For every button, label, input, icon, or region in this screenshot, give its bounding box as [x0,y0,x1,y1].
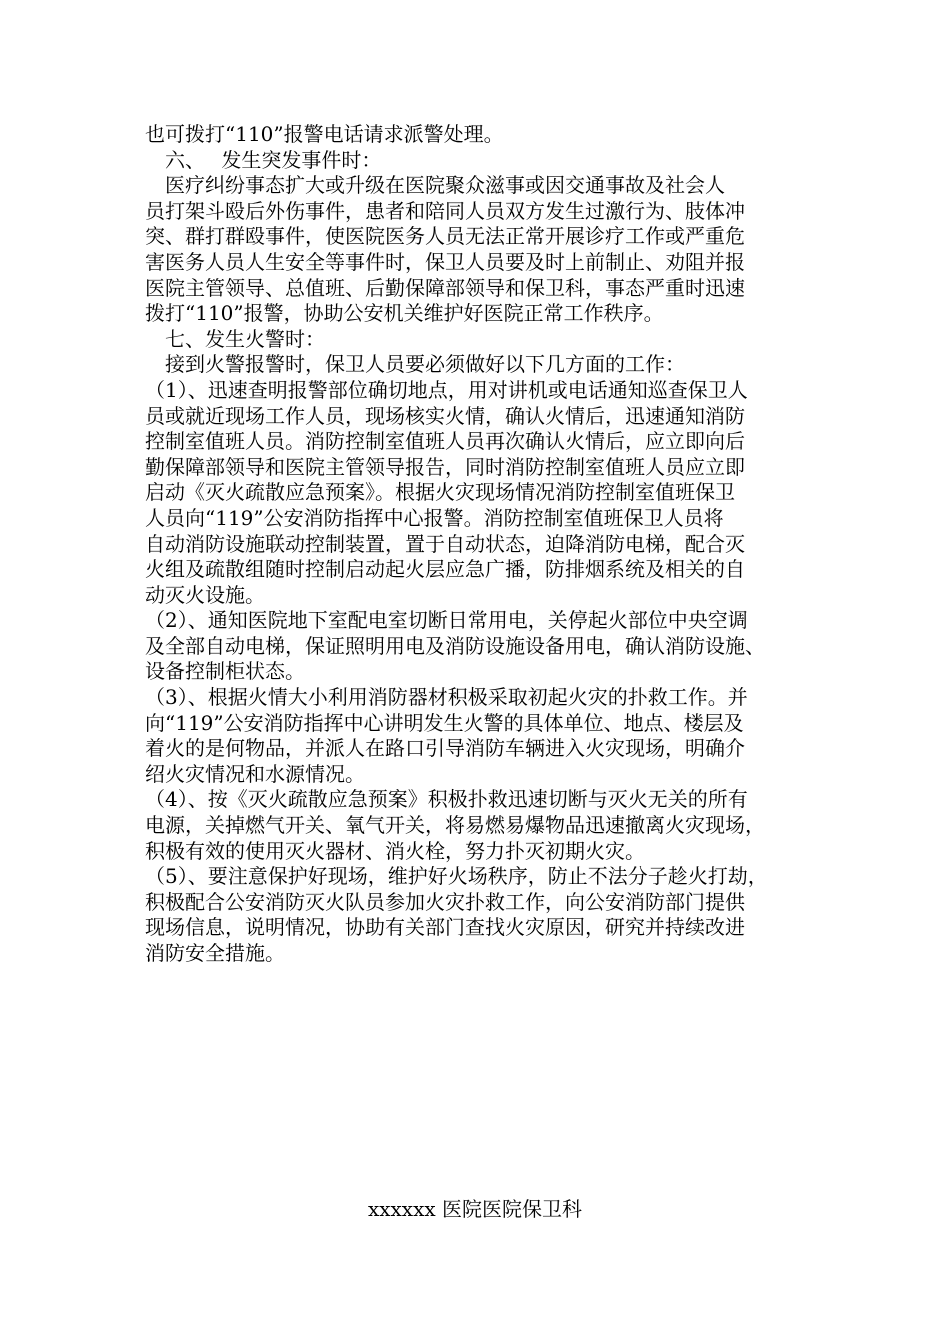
text-line: 控制室值班人员。消防控制室值班人员再次确认火情后，应立即向后 [145,429,745,454]
text-line: 拨打“110”报警，协助公安机关维护好医院正常工作秩序。 [145,301,664,326]
text-line: 人员向“119”公安消防指挥中心报警。消防控制室值班保卫人员将 [145,505,724,530]
text-line: 自动消防设施联动控制装置，置于自动状态，迫降消防电梯，配合灭 [145,531,745,556]
text-line: 动灭火设施。 [145,582,265,607]
text-line: 火组及疏散组随时控制启动起火层应急广播，防排烟系统及相关的自 [145,557,745,582]
text-line: 启动《灭火疏散应急预案》。根据火灾现场情况消防控制室值班保卫 [145,480,735,505]
text-line: 向“119”公安消防指挥中心讲明发生火警的具体单位、地点、楼层及 [145,710,744,735]
text-line: 医院主管领导、总值班、后勤保障部领导和保卫科，事态严重时迅速 [145,275,745,300]
text-line: 接到火警报警时，保卫人员要必须做好以下几方面的工作： [145,352,685,377]
text-line: 医疗纠纷事态扩大或升级在医院聚众滋事或因交通事故及社会人 [145,173,725,198]
list-item-5: （5）、要注意保护好现场，维护好火场秩序，防止不法分子趁火打劫， [145,864,768,889]
text-line: 现场信息，说明情况，协助有关部门查找火灾原因，研究并持续改进 [145,915,745,940]
text-line: 积极有效的使用灭火器材、消火栓，努力扑灭初期火灾。 [145,838,645,863]
text-line: 及全部自动电梯，保证照明用电及消防设施设备用电，确认消防设施、 [145,633,765,658]
section-heading-six: 六、 发生突发事件时： [145,147,382,172]
text-line: 着火的是何物品，并派人在路口引导消防车辆进入火灾现场，明确介 [145,736,745,761]
document-footer: xxxxxx 医院医院保卫科 [367,1197,583,1221]
list-item-1: （1）、迅速查明报警部位确切地点，用对讲机或电话通知巡查保卫人 [145,377,748,402]
text-line: 积极配合公安消防灭火队员参加火灾扑救工作，向公安消防部门提供 [145,889,745,914]
text-line: 绍火灾情况和水源情况。 [145,761,365,786]
list-item-4: （4）、按《灭火疏散应急预案》积极扑救迅速切断与灭火无关的所有 [145,787,748,812]
text-line: 电源，关掉燃气开关、氧气开关，将易燃易爆物品迅速撤离火灾现场， [145,813,765,838]
list-item-3: （3）、根据火情大小利用消防器材积极采取初起火灾的扑救工作。并 [145,685,748,710]
document-body [145,122,815,967]
section-heading-seven: 七、发生火警时： [145,326,325,351]
text-line: 设备控制柜状态。 [145,659,305,684]
text-line: 员或就近现场工作人员，现场核实火情，确认火情后，迅速通知消防 [145,403,745,428]
list-item-2: （2）、通知医院地下室配电室切断日常用电，关停起火部位中央空调 [145,608,748,633]
text-line: 也可拨打“110”报警电话请求派警处理。 [145,122,504,146]
text-line: 害医务人员人生安全等事件时，保卫人员要及时上前制止、劝阻并报 [145,249,745,274]
text-line: 员打架斗殴后外伤事件，患者和陪同人员双方发生过激行为、肢体冲 [145,198,745,223]
text-line: 突、群打群殴事件，使医院医务人员无法正常开展诊疗工作或严重危 [145,224,745,249]
text-line: 勤保障部领导和医院主管领导报告，同时消防控制室值班人员应立即 [145,454,745,479]
text-line: 消防安全措施。 [145,941,285,965]
